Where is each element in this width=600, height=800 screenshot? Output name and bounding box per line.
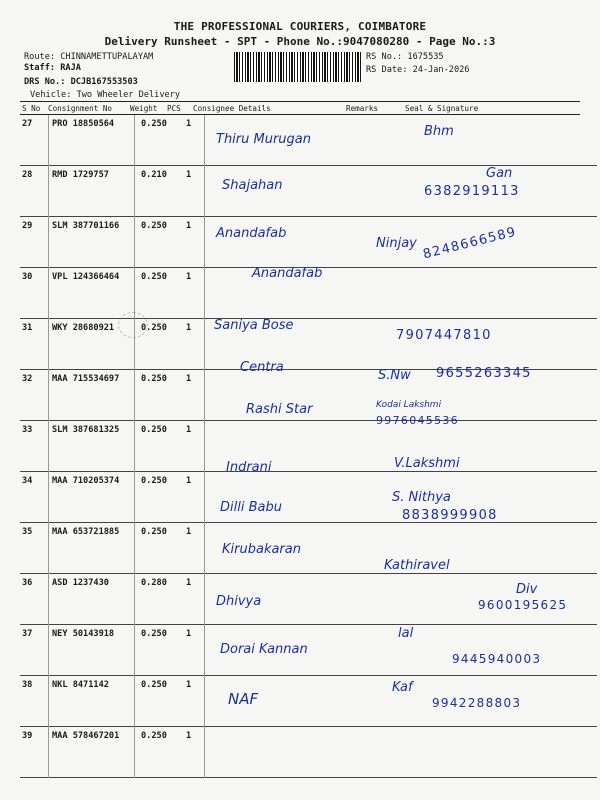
vehicle-text: Vehicle: Two Wheeler Delivery	[30, 90, 181, 100]
row-seal-signature	[395, 319, 597, 370]
row-consignment-no: MAA 578467201	[49, 727, 135, 778]
row-sno: 39	[22, 731, 33, 741]
signature-39: Kaf	[392, 680, 413, 695]
col-remarks: Remarks	[346, 104, 379, 113]
row-sno: 33	[22, 425, 33, 435]
row-remarks	[355, 115, 395, 166]
row-sno: 28	[22, 170, 33, 180]
row-sno: 34	[22, 476, 33, 486]
table-row	[20, 319, 597, 370]
row-weight: 0.250	[135, 370, 184, 421]
table-row	[20, 421, 597, 472]
stamp-smudge	[118, 312, 148, 338]
signature-34: V.Lakshmi	[394, 456, 460, 471]
phone-32: 9655263345	[436, 366, 532, 381]
row-consignment-no: VPL 124366464	[49, 268, 135, 319]
barcode-image	[234, 52, 362, 82]
row-consignment-no: ASD 1237430	[49, 574, 135, 625]
row-remarks	[355, 625, 395, 676]
row-consignment-no: MAA 653721885	[49, 523, 135, 574]
signature-28: Gan	[486, 166, 513, 181]
consignment-table	[20, 115, 597, 778]
row-weight: 0.210	[135, 166, 184, 217]
row-consignment-no: PRO 18850564	[49, 115, 135, 166]
signature-38: lal	[398, 626, 414, 641]
rs-number: RS No.: 1675535	[366, 52, 444, 62]
row-weight: 0.250	[135, 217, 184, 268]
row-remarks	[355, 574, 395, 625]
company-title: THE PROFESSIONAL COURIERS, COIMBATORE	[173, 20, 427, 33]
row-pcs: 1	[186, 272, 192, 282]
phone-33: 9976045536	[376, 414, 459, 427]
route-text: Route: CHINNAMETTUPALAYAM	[24, 52, 154, 62]
row-weight: 0.250	[135, 421, 184, 472]
handwritten-name-39: NAF	[228, 690, 259, 708]
row-sno: 36	[22, 578, 33, 588]
row-weight: 0.250	[135, 115, 184, 166]
row-remarks	[355, 727, 395, 778]
row-sno: 29	[22, 221, 33, 231]
signature-36: Kathiravel	[384, 558, 450, 573]
row-consignment-no: RMD 1729757	[49, 166, 135, 217]
row-pcs: 1	[186, 323, 192, 333]
drs-number: DRS No.: DCJB167553503	[24, 77, 138, 87]
phone-31: 7907447810	[396, 328, 492, 343]
handwritten-name-38: Dorai Kannan	[220, 642, 308, 657]
row-sno: 31	[22, 323, 33, 333]
row-seal-signature	[395, 115, 597, 166]
row-pcs: 1	[186, 578, 192, 588]
row-seal-signature	[395, 625, 597, 676]
row-weight: 0.250	[135, 268, 184, 319]
row-weight: 0.250	[135, 676, 184, 727]
row-consignment-no: WKY 28680921	[49, 319, 135, 370]
staff-text: Staff: RAJA	[24, 63, 81, 73]
signature-32: S.Nw	[378, 368, 411, 383]
row-weight: 0.250	[135, 523, 184, 574]
row-pcs: 1	[186, 425, 192, 435]
signature-27: Bhm	[424, 124, 454, 139]
signature-29: Ninjay	[376, 236, 417, 251]
col-seal: Seal & Signature	[405, 104, 479, 113]
table-row	[20, 523, 597, 574]
row-pcs: 1	[186, 170, 192, 180]
row-weight: 0.250	[135, 727, 184, 778]
row-consignee-details	[205, 217, 356, 268]
handwritten-name-35: Dilli Babu	[220, 500, 282, 515]
row-sno: 37	[22, 629, 33, 639]
col-sno: S No	[22, 104, 41, 113]
row-pcs: 1	[186, 527, 192, 537]
row-remarks	[355, 472, 395, 523]
row-seal-signature	[395, 727, 597, 778]
table-row	[20, 625, 597, 676]
rs-date: RS Date: 24-Jan-2026	[366, 65, 470, 75]
header-rule-top	[20, 101, 580, 102]
row-sno: 27	[22, 119, 33, 129]
row-consignee-details	[205, 727, 356, 778]
signature-35: S. Nithya	[392, 490, 451, 505]
handwritten-name-36: Kirubakaran	[222, 542, 301, 557]
col-weight: Weight	[130, 104, 158, 113]
handwritten-name-27: Thiru Murugan	[216, 132, 312, 147]
row-remarks	[355, 268, 395, 319]
row-pcs: 1	[186, 374, 192, 384]
handwritten-name-31: Saniya Bose	[214, 318, 294, 333]
row-pcs: 1	[186, 731, 192, 741]
signature-37: Div	[516, 582, 538, 597]
col-consignment: Consignment No	[48, 104, 113, 113]
handwritten-name-29: Anandafab	[216, 226, 287, 241]
phone-28: 6382919113	[424, 184, 520, 199]
handwritten-name-34: Indrani	[226, 460, 272, 475]
row-consignment-no: MAA 715534697	[49, 370, 135, 421]
row-consignment-no: NEY 50143918	[49, 625, 135, 676]
table-row	[20, 217, 597, 268]
row-sno: 30	[22, 272, 33, 282]
row-remarks	[355, 319, 395, 370]
row-weight: 0.250	[135, 319, 184, 370]
signature-33: Kodai Lakshmi	[376, 400, 442, 410]
row-pcs: 1	[186, 221, 192, 231]
row-remarks	[355, 676, 395, 727]
row-remarks	[355, 421, 395, 472]
row-weight: 0.280	[135, 574, 184, 625]
row-pcs: 1	[186, 629, 192, 639]
table-row	[20, 727, 597, 778]
handwritten-name-37: Dhivya	[216, 594, 262, 609]
handwritten-name-28: Shajahan	[222, 178, 283, 193]
row-sno: 35	[22, 527, 33, 537]
row-pcs: 1	[186, 476, 192, 486]
phone-35: 8838999908	[402, 508, 498, 523]
row-seal-signature	[395, 268, 597, 319]
phone-29: 8248666589	[421, 224, 519, 263]
phone-39: 9942288803	[432, 696, 522, 710]
row-sno: 32	[22, 374, 33, 384]
row-remarks	[355, 166, 395, 217]
runsheet-subtitle: Delivery Runsheet - SPT - Phone No.:9047080280 - Page No.:3	[104, 35, 496, 48]
handwritten-name-30: Anandafab	[252, 266, 323, 281]
row-sno: 38	[22, 680, 33, 690]
row-consignment-no: NKL 8471142	[49, 676, 135, 727]
row-consignment-no: SLM 387701166	[49, 217, 135, 268]
row-weight: 0.250	[135, 472, 184, 523]
row-pcs: 1	[186, 119, 192, 129]
col-pcs: PCS	[167, 104, 181, 113]
table-row	[20, 472, 597, 523]
handwritten-name-33: Rashi Star	[246, 402, 313, 417]
phone-38: 9445940003	[452, 652, 542, 666]
handwritten-name-32: Centra	[240, 360, 284, 375]
col-details: Consignee Details	[193, 104, 271, 113]
row-weight: 0.250	[135, 625, 184, 676]
row-pcs: 1	[186, 680, 192, 690]
row-consignment-no: SLM 387681325	[49, 421, 135, 472]
phone-37: 9600195625	[478, 598, 568, 612]
row-consignment-no: MAA 710205374	[49, 472, 135, 523]
